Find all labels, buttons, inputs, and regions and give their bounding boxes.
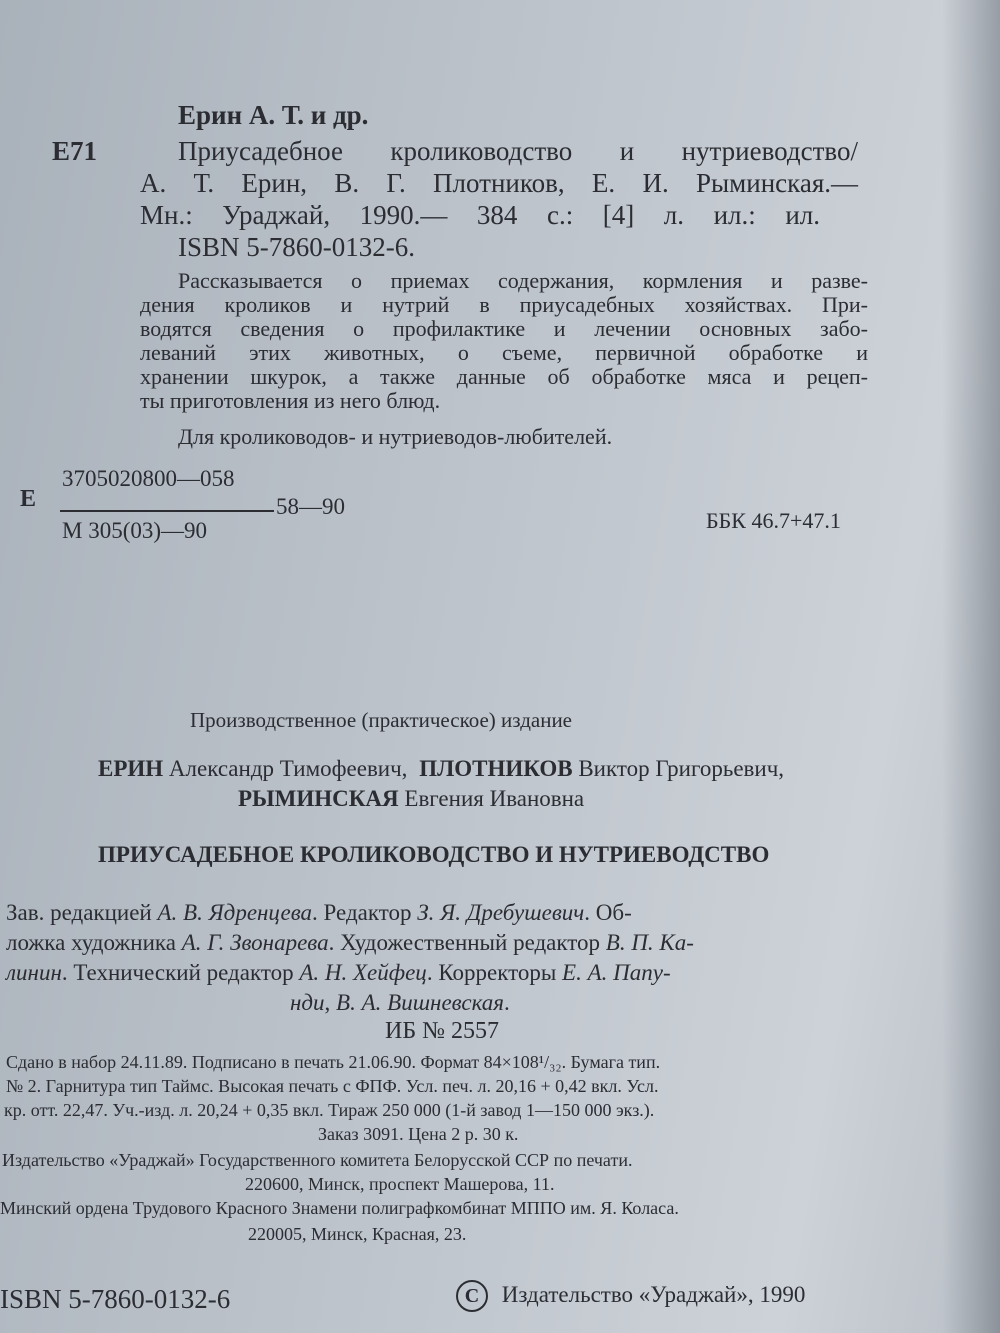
staff-text: . Об- [584, 900, 632, 925]
print-line-3: кр. отт. 22,47. Уч.-изд. л. 20,24 + 0,35 вкл. Тираж 250 000 (1-й завод 1—150 000 экз.). [4, 1100, 655, 1120]
code-fraction-rule [60, 510, 274, 512]
staff-text: , [324, 990, 337, 1015]
proofreader-1: Е. А. Папу- [562, 960, 671, 985]
printer-line-1: Минский ордена Трудового Красного Знамени полиграфкомбинат МППО им. Я. Коласа. [0, 1198, 679, 1218]
staff-line-2 [6, 930, 694, 956]
bbk-code: ББК 46.7+47.1 [706, 508, 841, 533]
bleed-through-text [180, 0, 820, 70]
proofreader-2: В. А. Вишневская [336, 990, 504, 1015]
staff-line-4 [290, 990, 510, 1016]
page-fold-shadow [942, 0, 1000, 1333]
authors-line-1 [98, 756, 784, 782]
edition-type: Производственное (практическое) издание [190, 708, 572, 732]
card-annotation-line-4: леваний этих животных, о съеме, первичной обработке и [140, 340, 868, 365]
card-annotation-line-2: дения кроликов и нутрий в приусадебных хозяйствах. При- [140, 292, 868, 317]
card-bib-line-4: ISBN 5-7860-0132-6. [178, 232, 415, 262]
footer-isbn: ISBN 5-7860-0132-6 [0, 1284, 231, 1314]
code-denominator: М 305(03)—90 [62, 518, 208, 543]
ib-number: ИБ № 2557 [385, 1018, 500, 1044]
print-line-1: Сдано в набор 24.11.89. Подписано в печать 21.06.90. Формат 84×108¹/₃₂. Бумага тип. [6, 1052, 661, 1072]
publisher-line-2: 220600, Минск, проспект Машерова, 11. [245, 1174, 555, 1194]
author-2-name: Виктор Григорьевич, [578, 756, 785, 781]
staff-text: . Редактор [312, 900, 418, 925]
editor: З. Я. Дребушевич [417, 900, 585, 925]
art-editor-cont: линин [6, 960, 62, 985]
print-line-4: Заказ 3091. Цена 2 р. 30 к. [318, 1124, 519, 1144]
authors-line-2 [238, 786, 584, 812]
author-1-surname: ЕРИН [98, 756, 164, 781]
printer-line-2: 220005, Минск, Красная, 23. [248, 1224, 467, 1244]
art-editor: В. П. Ка- [605, 930, 694, 955]
tech-editor: А. Н. Хейфец [299, 960, 427, 985]
card-annotation-line-6: ты приготовления из него блюд. [140, 388, 441, 413]
card-bib-line-3: Мн.: Ураджай, 1990.— 384 с.: [4] л. ил.: ил. [140, 200, 820, 230]
publisher-line-1: Издательство «Ураджай» Государственного комитета Белорусской ССР по печати. [2, 1150, 633, 1170]
staff-text: ложка художника [6, 930, 182, 955]
copyright-text: Издательство «Ураджай», 1990 [501, 1282, 806, 1307]
card-index: Е71 [52, 136, 98, 166]
card-author-heading: Ерин А. Т. и др. [178, 100, 369, 130]
proofreader-1-cont: нди [290, 990, 325, 1015]
cover-artist: А. Г. Звонарева [181, 930, 329, 955]
staff-line-3 [6, 960, 671, 986]
staff-line-1 [6, 900, 632, 926]
code-numerator: 3705020800—058 [62, 466, 235, 491]
card-bib-line-2: А. Т. Ерин, В. Г. Плотников, Е. И. Рыминская.— [140, 168, 858, 198]
staff-text: . Корректоры [426, 960, 563, 985]
code-suffix: 58—90 [276, 494, 345, 519]
card-audience: Для кролиководов- и нутриеводов-любителей. [178, 424, 613, 449]
staff-text: Зав. редакцией [6, 900, 158, 925]
staff-text: . Технический редактор [61, 960, 300, 985]
card-annotation-line-5: хранении шкурок, а также данные об обработке мяса и рецеп- [140, 364, 868, 389]
editor-in-chief: А. В. Ядренцева [157, 900, 313, 925]
staff-text: . [503, 990, 510, 1015]
author-3-surname: РЫМИНСКАЯ [238, 786, 399, 811]
footer-copyright [456, 1280, 805, 1312]
author-2-surname: ПЛОТНИКОВ [419, 756, 573, 781]
print-line-2: № 2. Гарнитура тип Таймс. Высокая печать с ФПФ. Усл. печ. л. 20,16 + 0,42 вкл. Усл. [6, 1076, 659, 1096]
author-3-name: Евгения Ивановна [404, 786, 585, 811]
copyright-icon: C [456, 1280, 488, 1312]
book-title: ПРИУСАДЕБНОЕ КРОЛИКОВОДСТВО И НУТРИЕВОДСТВО [98, 842, 770, 867]
card-annotation-line-1: Рассказывается о приемах содержания, кормления и разве- [178, 268, 868, 293]
staff-text: . Художественный редактор [328, 930, 606, 955]
card-bib-line-1: Приусадебное кролиководство и нутриеводство/ [178, 136, 858, 166]
author-1-name: Александр Тимофеевич, [168, 756, 408, 781]
card-annotation-line-3: водятся сведения о профилактике и лечении основных забо- [140, 316, 868, 341]
code-letter: Е [20, 486, 37, 512]
